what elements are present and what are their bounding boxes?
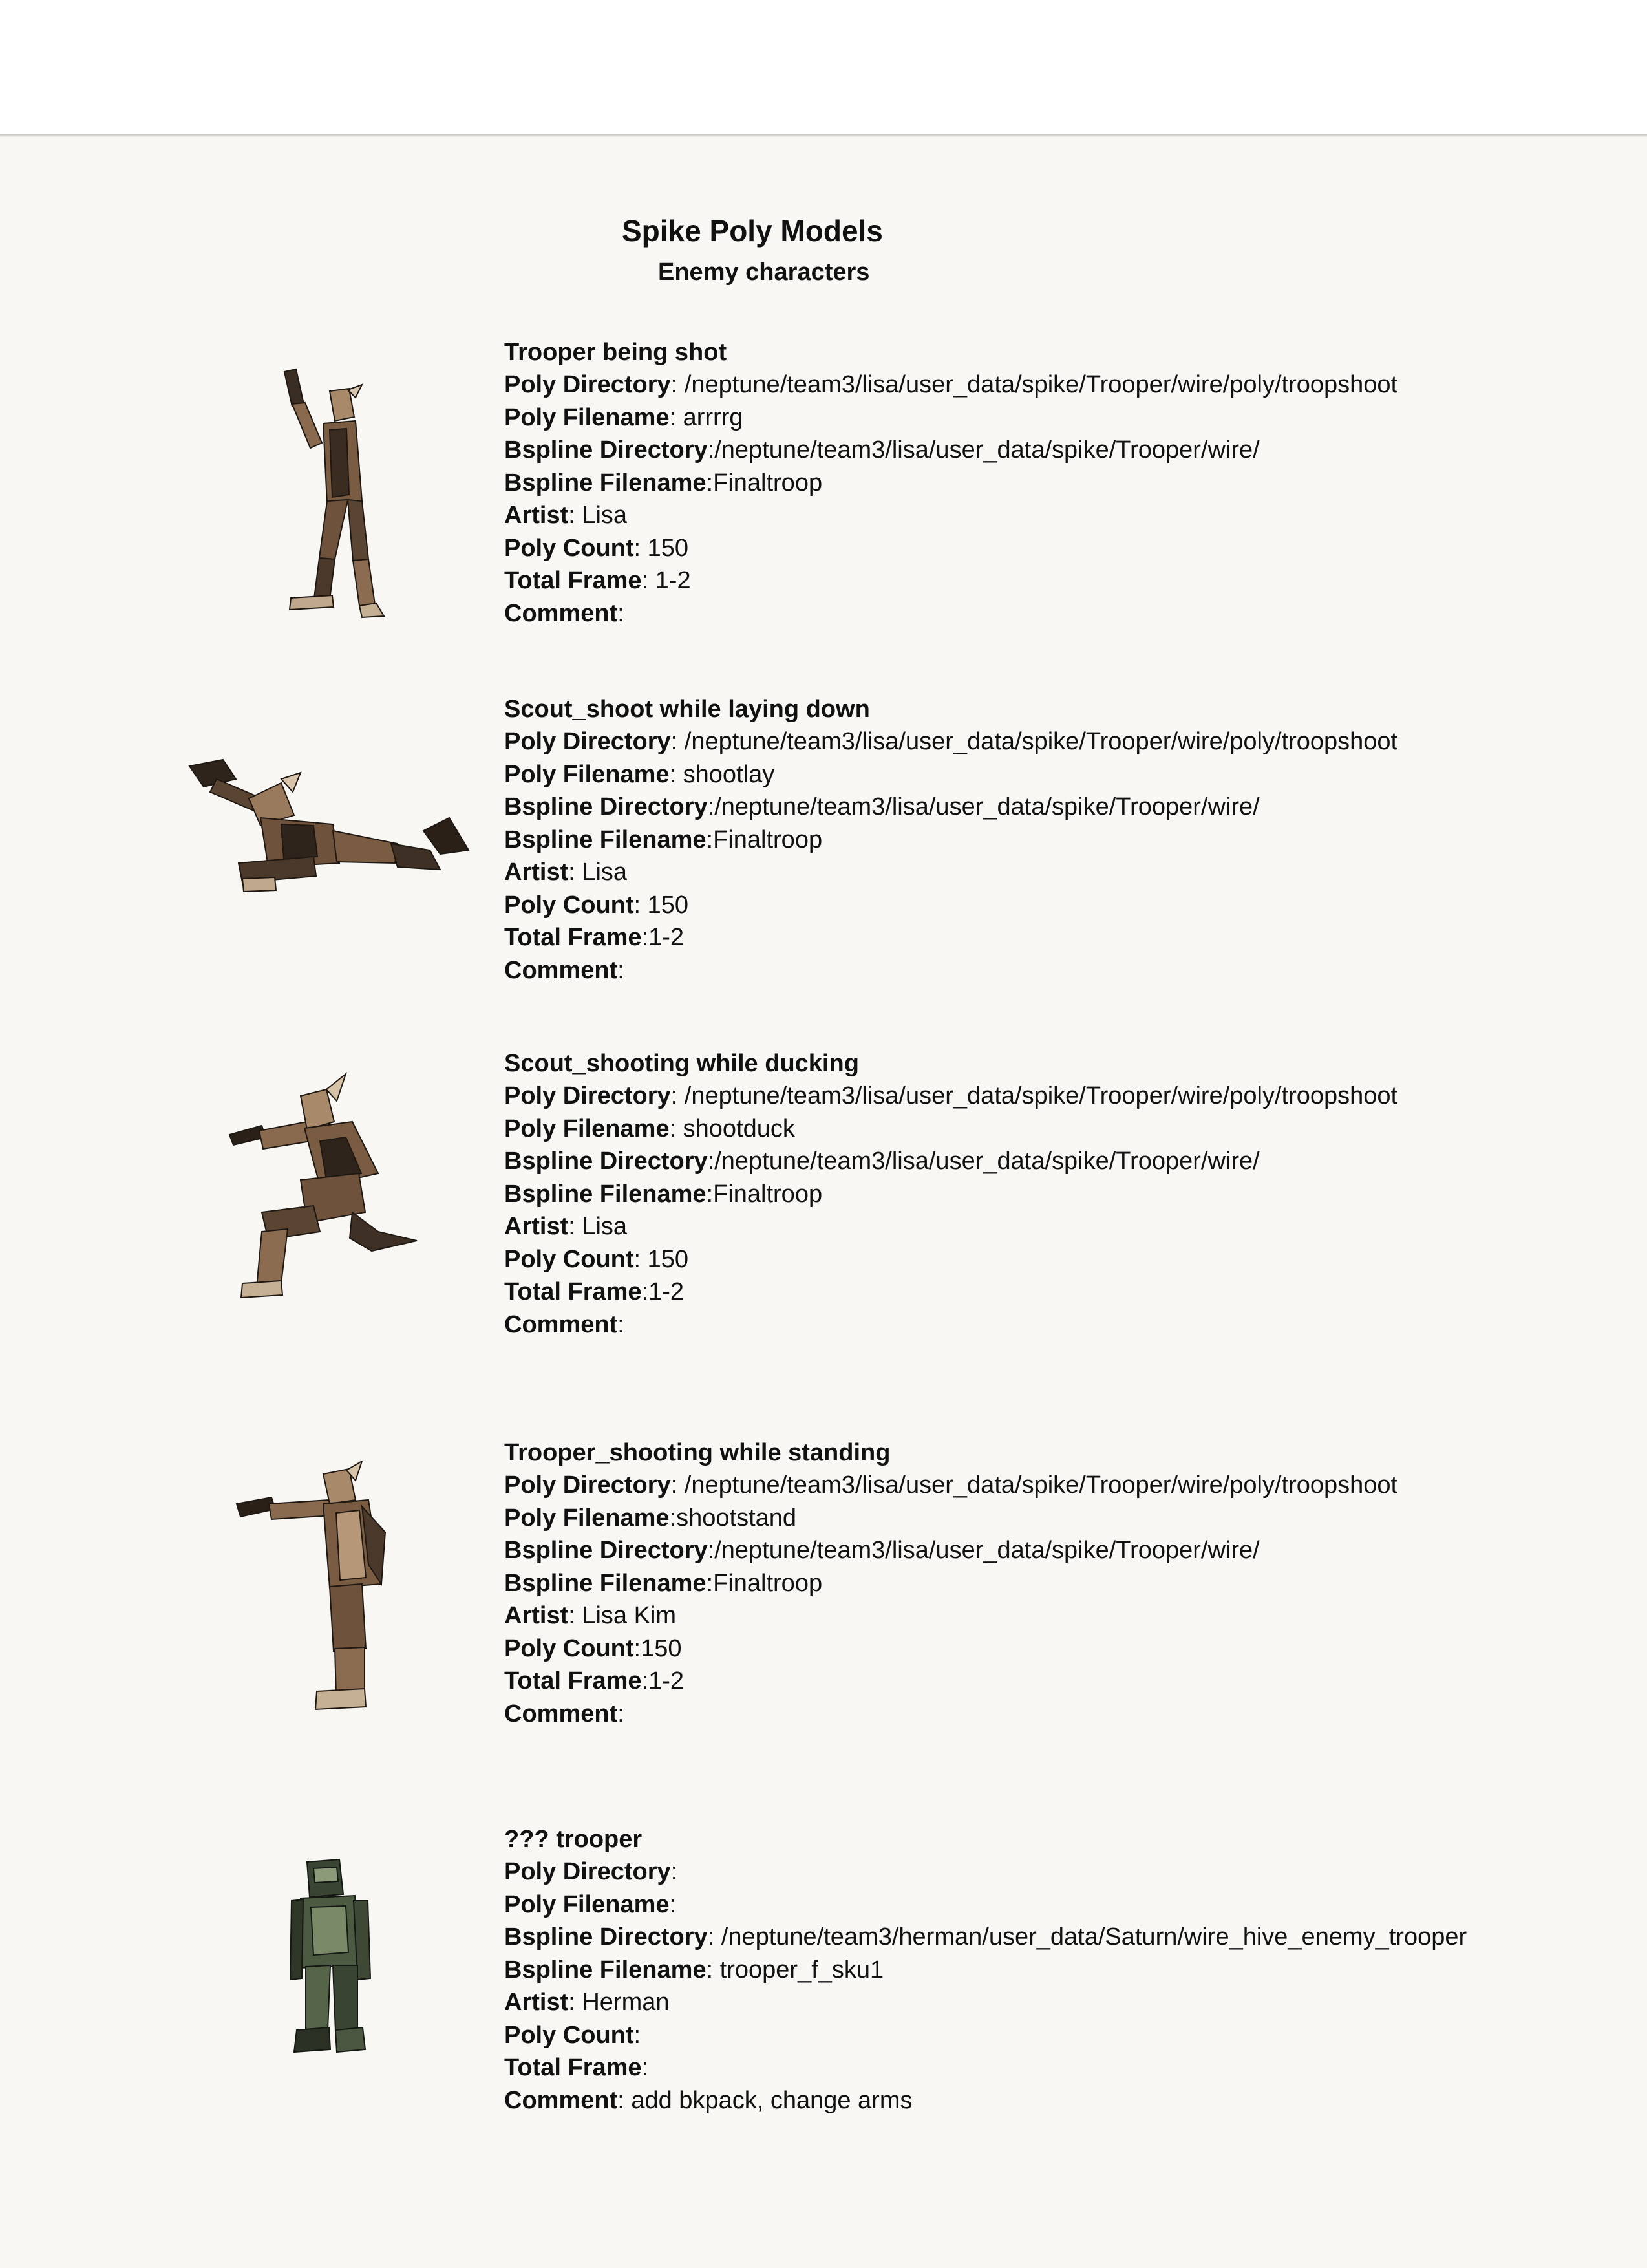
poly-count-field: Poly Count: 150 xyxy=(504,891,689,919)
poly-directory-field: Poly Directory: /neptune/team3/lisa/user_data/spike/Trooper/wire/poly/troopshoot xyxy=(504,371,1398,398)
bspline-filename-field: Bspline Filename:Finaltroop xyxy=(504,1180,823,1208)
artist-field: Artist: Lisa Kim xyxy=(504,1602,677,1629)
model-entry-5 xyxy=(504,1823,1603,2117)
poly-directory-field: Poly Directory: /neptune/team3/lisa/user_data/spike/Trooper/wire/poly/troopshoot xyxy=(504,1471,1398,1499)
total-frame-field: Total Frame:1-2 xyxy=(504,1278,685,1305)
artist-field: Artist: Lisa xyxy=(504,502,628,529)
total-frame-field: Total Frame:1-2 xyxy=(504,1667,685,1695)
trooper-standing-model xyxy=(233,1461,401,1720)
bspline-filename-field: Bspline Filename:Finaltroop xyxy=(504,469,823,497)
poly-filename-field: Poly Filename: xyxy=(504,1890,677,1918)
entry-title: Trooper_shooting while standing xyxy=(504,1439,891,1466)
poly-filename-field: Poly Filename: shootduck xyxy=(504,1115,795,1142)
model-entry-4 xyxy=(504,1437,1603,1730)
page-title: Spike Poly Models xyxy=(622,214,883,248)
artist-field: Artist: Herman xyxy=(504,1989,670,2016)
scout-prone-model xyxy=(184,753,482,908)
poly-directory-field: Poly Directory: /neptune/team3/lisa/user_data/spike/Trooper/wire/poly/troopshoot xyxy=(504,1082,1398,1109)
entry-title: Scout_shooting while ducking xyxy=(504,1050,859,1077)
comment-field: Comment: xyxy=(504,599,624,627)
trooper-being-shot-model xyxy=(265,365,394,624)
bspline-filename-field: Bspline Filename:Finaltroop xyxy=(504,1569,823,1597)
total-frame-field: Total Frame: 1-2 xyxy=(504,567,691,594)
armored-trooper-model xyxy=(288,1856,378,2075)
bspline-filename-field: Bspline Filename: trooper_f_sku1 xyxy=(504,1956,884,1984)
page-subtitle: Enemy characters xyxy=(658,259,870,286)
poly-count-field: Poly Count: 150 xyxy=(504,534,689,562)
model-entry-3 xyxy=(504,1047,1603,1341)
total-frame-field: Total Frame:1-2 xyxy=(504,924,685,951)
entry-title: ??? trooper xyxy=(504,1826,643,1853)
scan-background xyxy=(0,0,1647,136)
comment-field: Comment: xyxy=(504,1311,624,1338)
model-entry-1 xyxy=(504,336,1603,630)
bspline-directory-field: Bspline Directory:/neptune/team3/lisa/user_data/spike/Trooper/wire/ xyxy=(504,793,1260,820)
comment-field: Comment: xyxy=(504,956,624,984)
scout-ducking-model xyxy=(223,1070,430,1303)
artist-field: Artist: Lisa xyxy=(504,859,628,886)
entry-title: Scout_shoot while laying down xyxy=(504,696,870,723)
poly-filename-field: Poly Filename: arrrrg xyxy=(504,403,743,431)
bspline-directory-field: Bspline Directory: /neptune/team3/herman/user_data/Saturn/wire_hive_enemy_trooper xyxy=(504,1923,1467,1951)
total-frame-field: Total Frame: xyxy=(504,2054,649,2081)
bspline-directory-field: Bspline Directory:/neptune/team3/lisa/user_data/spike/Trooper/wire/ xyxy=(504,436,1260,464)
entry-title: Trooper being shot xyxy=(504,339,727,366)
poly-directory-field: Poly Directory: xyxy=(504,1858,678,1885)
poly-filename-field: Poly Filename:shootstand xyxy=(504,1504,797,1532)
poly-filename-field: Poly Filename: shootlay xyxy=(504,760,775,788)
comment-field: Comment: add bkpack, change arms xyxy=(504,2086,913,2114)
bspline-directory-field: Bspline Directory:/neptune/team3/lisa/user_data/spike/Trooper/wire/ xyxy=(504,1148,1260,1175)
poly-count-field: Poly Count: 150 xyxy=(504,1245,689,1273)
model-entry-2 xyxy=(504,693,1603,987)
comment-field: Comment: xyxy=(504,1700,624,1728)
poly-count-field: Poly Count: xyxy=(504,2021,641,2049)
poly-directory-field: Poly Directory: /neptune/team3/lisa/user_data/spike/Trooper/wire/poly/troopshoot xyxy=(504,728,1398,755)
bspline-filename-field: Bspline Filename:Finaltroop xyxy=(504,826,823,853)
bspline-directory-field: Bspline Directory:/neptune/team3/lisa/user_data/spike/Trooper/wire/ xyxy=(504,1537,1260,1564)
poly-count-field: Poly Count:150 xyxy=(504,1634,682,1662)
artist-field: Artist: Lisa xyxy=(504,1213,628,1240)
